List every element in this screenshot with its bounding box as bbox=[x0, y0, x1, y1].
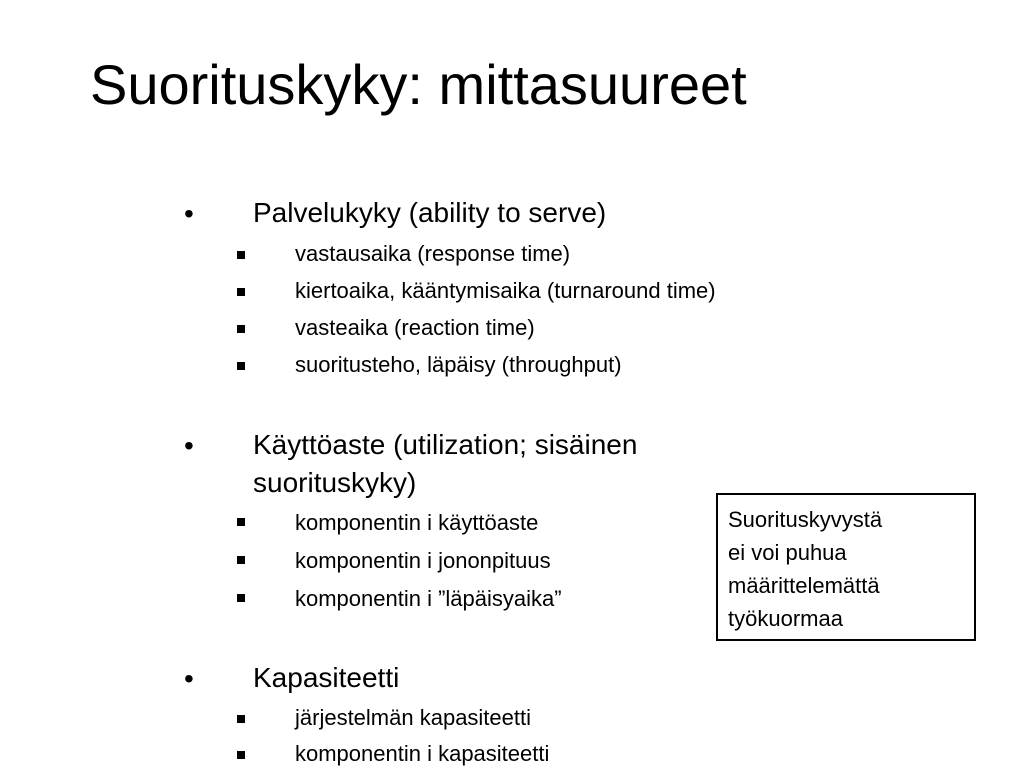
square-bullet-icon bbox=[237, 251, 245, 259]
section-heading-palvelukyky: Palvelukyky (ability to serve) bbox=[253, 197, 607, 228]
list-item: järjestelmän kapasiteetti bbox=[295, 705, 532, 730]
note-box bbox=[716, 493, 976, 641]
bullet-dot: • bbox=[184, 198, 194, 229]
list-item: kiertoaika, kääntymisaika (turnaround time) bbox=[295, 278, 716, 303]
square-bullet-icon bbox=[237, 751, 245, 759]
section-heading-kayttoaste-line1: Käyttöaste (utilization; sisäinen bbox=[253, 429, 638, 460]
square-bullet-icon bbox=[237, 556, 245, 564]
bullet-dot: • bbox=[184, 430, 194, 461]
list-item: komponentin i kapasiteetti bbox=[295, 741, 550, 766]
list-item: komponentin i ”läpäisyaika” bbox=[295, 586, 562, 611]
bullet-dot: • bbox=[184, 663, 194, 694]
note-line: Suorituskyvystä bbox=[728, 507, 883, 532]
list-item: komponentin i käyttöaste bbox=[295, 510, 539, 535]
square-bullet-icon bbox=[237, 518, 245, 526]
note-line: ei voi puhua bbox=[728, 540, 847, 565]
list-item: suoritusteho, läpäisy (throughput) bbox=[295, 352, 622, 377]
square-bullet-icon bbox=[237, 715, 245, 723]
section-heading-kapasiteetti: Kapasiteetti bbox=[253, 662, 400, 693]
square-bullet-icon bbox=[237, 288, 245, 296]
section-heading-kayttoaste-line2: suorituskyky) bbox=[253, 467, 417, 498]
slide-title: Suorituskyky: mittasuureet bbox=[90, 53, 747, 116]
square-bullet-icon bbox=[237, 325, 245, 333]
note-line: määrittelemättä bbox=[728, 573, 880, 598]
list-item: vasteaika (reaction time) bbox=[295, 315, 535, 340]
note-line: työkuormaa bbox=[728, 606, 843, 631]
square-bullet-icon bbox=[237, 594, 245, 602]
square-bullet-icon bbox=[237, 362, 245, 370]
list-item: vastausaika (response time) bbox=[295, 241, 571, 266]
list-item: komponentin i jononpituus bbox=[295, 548, 551, 573]
